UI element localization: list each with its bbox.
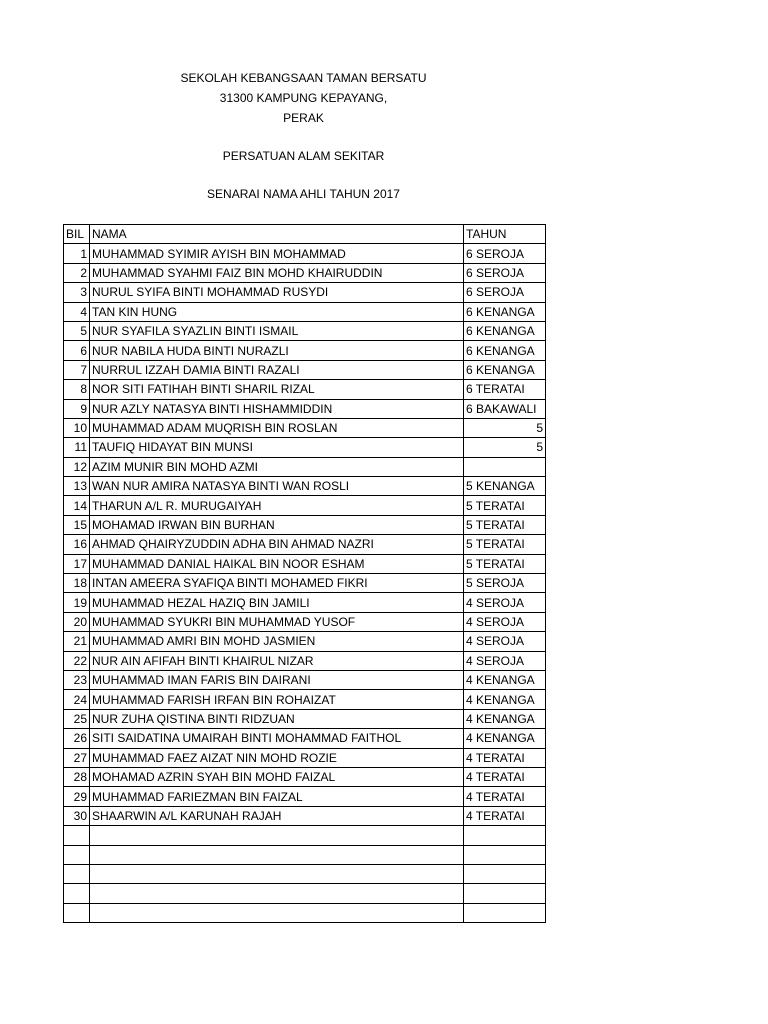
table-row	[64, 341, 546, 360]
class-cell: 4 TERATAI	[464, 767, 546, 786]
table-row	[64, 418, 546, 437]
row-number-cell: 1	[64, 244, 90, 263]
table-header-row	[64, 225, 546, 244]
class-cell: 5 TERATAI	[464, 554, 546, 573]
row-number-cell: 4	[64, 302, 90, 321]
member-name-cell: TAN KIN HUNG	[90, 302, 464, 321]
class-cell: 5 KENANGA	[464, 477, 546, 496]
member-name-cell: SITI SAIDATINA UMAIRAH BINTI MOHAMMAD FAITHOL	[90, 729, 464, 748]
table-row	[64, 826, 546, 845]
table-row	[64, 360, 546, 379]
member-name-cell: NUR SYAFILA SYAZLIN BINTI ISMAIL	[90, 321, 464, 340]
row-number-cell: 21	[64, 632, 90, 651]
member-name-cell	[90, 884, 464, 903]
class-cell: 6 KENANGA	[464, 321, 546, 340]
row-number-cell: 7	[64, 360, 90, 379]
class-cell: 4 KENANGA	[464, 690, 546, 709]
table-row	[64, 438, 546, 457]
table-row	[64, 806, 546, 825]
row-number-cell: 23	[64, 670, 90, 689]
row-number-cell: 6	[64, 341, 90, 360]
table-row	[64, 651, 546, 670]
table-row	[64, 884, 546, 903]
class-cell: 6 TERATAI	[464, 380, 546, 399]
class-cell	[464, 826, 546, 845]
member-name-cell: MUHAMMAD AMRI BIN MOHD JASMIEN	[90, 632, 464, 651]
class-cell: 4 TERATAI	[464, 806, 546, 825]
member-name-cell: NOR SITI FATIHAH BINTI SHARIL RIZAL	[90, 380, 464, 399]
row-number-cell: 2	[64, 263, 90, 282]
table-row	[64, 767, 546, 786]
member-name-cell	[90, 903, 464, 922]
class-cell: 4 SEROJA	[464, 651, 546, 670]
member-name-cell	[90, 864, 464, 883]
member-name-cell: AZIM MUNIR BIN MOHD AZMI	[90, 457, 464, 476]
class-cell: 6 BAKAWALI	[464, 399, 546, 418]
row-number-cell: 14	[64, 496, 90, 515]
member-name-cell: NURRUL IZZAH DAMIA BINTI RAZALI	[90, 360, 464, 379]
table-row	[64, 554, 546, 573]
table-row	[64, 729, 546, 748]
member-name-cell: MUHAMMAD DANIAL HAIKAL BIN NOOR ESHAM	[90, 554, 464, 573]
row-number-cell: 18	[64, 574, 90, 593]
table-row	[64, 748, 546, 767]
class-cell	[464, 864, 546, 883]
table-row	[64, 690, 546, 709]
table-row	[64, 845, 546, 864]
table-row	[64, 612, 546, 631]
row-number-cell: 13	[64, 477, 90, 496]
member-name-cell: THARUN A/L R. MURUGAIYAH	[90, 496, 464, 515]
row-number-cell	[64, 845, 90, 864]
table-row	[64, 574, 546, 593]
member-name-cell: SHAARWIN A/L KARUNAH RAJAH	[90, 806, 464, 825]
row-number-cell: 25	[64, 709, 90, 728]
table-row	[64, 864, 546, 883]
row-number-cell: 26	[64, 729, 90, 748]
member-name-cell: MUHAMMAD SYUKRI BIN MUHAMMAD YUSOF	[90, 612, 464, 631]
class-cell: 5 SEROJA	[464, 574, 546, 593]
class-cell	[464, 457, 546, 476]
class-cell: 6 SEROJA	[464, 244, 546, 263]
table-row	[64, 399, 546, 418]
row-number-cell: 10	[64, 418, 90, 437]
member-name-cell: NURUL SYIFA BINTI MOHAMMAD RUSYDI	[90, 283, 464, 302]
member-name-cell: MUHAMMAD FARISH IRFAN BIN ROHAIZAT	[90, 690, 464, 709]
school-address: 31300 KAMPUNG KEPAYANG,	[219, 91, 388, 105]
column-header-tahun: TAHUN	[464, 225, 546, 244]
member-name-cell: AHMAD QHAIRYZUDDIN ADHA BIN AHMAD NAZRI	[90, 535, 464, 554]
table-body	[64, 244, 546, 923]
row-number-cell: 12	[64, 457, 90, 476]
row-number-cell: 30	[64, 806, 90, 825]
class-cell: 5 TERATAI	[464, 496, 546, 515]
list-title: SENARAI NAMA AHLI TAHUN 2017	[207, 187, 400, 201]
class-cell: 4 KENANGA	[464, 709, 546, 728]
member-name-cell: MUHAMMAD IMAN FARIS BIN DAIRANI	[90, 670, 464, 689]
class-cell: 5	[464, 418, 546, 437]
row-number-cell: 22	[64, 651, 90, 670]
member-name-cell: MUHAMMAD SYAHMI FAIZ BIN MOHD KHAIRUDDIN	[90, 263, 464, 282]
member-name-cell: NUR NABILA HUDA BINTI NURAZLI	[90, 341, 464, 360]
document-header	[150, 68, 457, 204]
row-number-cell: 19	[64, 593, 90, 612]
club-name: PERSATUAN ALAM SEKITAR	[222, 149, 385, 163]
row-number-cell	[64, 826, 90, 845]
class-cell: 6 KENANGA	[464, 341, 546, 360]
column-header-bil: BIL	[64, 225, 90, 244]
row-number-cell: 15	[64, 515, 90, 534]
class-cell: 6 KENANGA	[464, 302, 546, 321]
class-cell: 6 KENANGA	[464, 360, 546, 379]
column-header-nama: NAMA	[90, 225, 464, 244]
row-number-cell: 27	[64, 748, 90, 767]
table-row	[64, 321, 546, 340]
table-row	[64, 515, 546, 534]
class-cell	[464, 903, 546, 922]
class-cell	[464, 884, 546, 903]
class-cell: 4 TERATAI	[464, 787, 546, 806]
member-name-cell: MUHAMMAD SYIMIR AYISH BIN MOHAMMAD	[90, 244, 464, 263]
school-state: PERAK	[283, 111, 324, 125]
member-name-cell: MUHAMMAD FARIEZMAN BIN FAIZAL	[90, 787, 464, 806]
table-row	[64, 496, 546, 515]
row-number-cell: 20	[64, 612, 90, 631]
class-cell	[464, 845, 546, 864]
row-number-cell: 24	[64, 690, 90, 709]
table-row	[64, 787, 546, 806]
member-name-cell: MOHAMAD AZRIN SYAH BIN MOHD FAIZAL	[90, 767, 464, 786]
row-number-cell: 11	[64, 438, 90, 457]
row-number-cell	[64, 864, 90, 883]
table-row	[64, 670, 546, 689]
table-row	[64, 302, 546, 321]
member-name-cell	[90, 826, 464, 845]
member-name-cell: INTAN AMEERA SYAFIQA BINTI MOHAMED FIKRI	[90, 574, 464, 593]
member-name-cell: MUHAMMAD HEZAL HAZIQ BIN JAMILI	[90, 593, 464, 612]
table-row	[64, 535, 546, 554]
class-cell: 5 TERATAI	[464, 515, 546, 534]
table-row	[64, 709, 546, 728]
class-cell: 4 SEROJA	[464, 632, 546, 651]
class-cell: 4 TERATAI	[464, 748, 546, 767]
row-number-cell: 29	[64, 787, 90, 806]
class-cell: 5 TERATAI	[464, 535, 546, 554]
member-name-cell: MUHAMMAD FAEZ AIZAT NIN MOHD ROZIE	[90, 748, 464, 767]
member-table	[63, 224, 546, 923]
member-name-cell: TAUFIQ HIDAYAT BIN MUNSI	[90, 438, 464, 457]
member-name-cell: NUR ZUHA QISTINA BINTI RIDZUAN	[90, 709, 464, 728]
row-number-cell: 9	[64, 399, 90, 418]
row-number-cell: 3	[64, 283, 90, 302]
row-number-cell	[64, 903, 90, 922]
table-row	[64, 283, 546, 302]
row-number-cell	[64, 884, 90, 903]
member-name-cell: MOHAMAD IRWAN BIN BURHAN	[90, 515, 464, 534]
table-row	[64, 380, 546, 399]
table-row	[64, 263, 546, 282]
table-row	[64, 593, 546, 612]
class-cell: 4 SEROJA	[464, 612, 546, 631]
member-name-cell: NUR AIN AFIFAH BINTI KHAIRUL NIZAR	[90, 651, 464, 670]
member-name-cell: NUR AZLY NATASYA BINTI HISHAMMIDDIN	[90, 399, 464, 418]
class-cell: 4 KENANGA	[464, 729, 546, 748]
table-row	[64, 244, 546, 263]
class-cell: 4 SEROJA	[464, 593, 546, 612]
class-cell: 4 KENANGA	[464, 670, 546, 689]
row-number-cell: 5	[64, 321, 90, 340]
table-row	[64, 457, 546, 476]
school-name: SEKOLAH KEBANGSAAN TAMAN BERSATU	[180, 71, 427, 85]
table-row	[64, 477, 546, 496]
table-row	[64, 903, 546, 922]
class-cell: 6 SEROJA	[464, 283, 546, 302]
class-cell: 6 SEROJA	[464, 263, 546, 282]
row-number-cell: 16	[64, 535, 90, 554]
row-number-cell: 8	[64, 380, 90, 399]
row-number-cell: 17	[64, 554, 90, 573]
class-cell: 5	[464, 438, 546, 457]
member-name-cell: WAN NUR AMIRA NATASYA BINTI WAN ROSLI	[90, 477, 464, 496]
row-number-cell: 28	[64, 767, 90, 786]
member-name-cell	[90, 845, 464, 864]
member-name-cell: MUHAMMAD ADAM MUQRISH BIN ROSLAN	[90, 418, 464, 437]
table-row	[64, 632, 546, 651]
